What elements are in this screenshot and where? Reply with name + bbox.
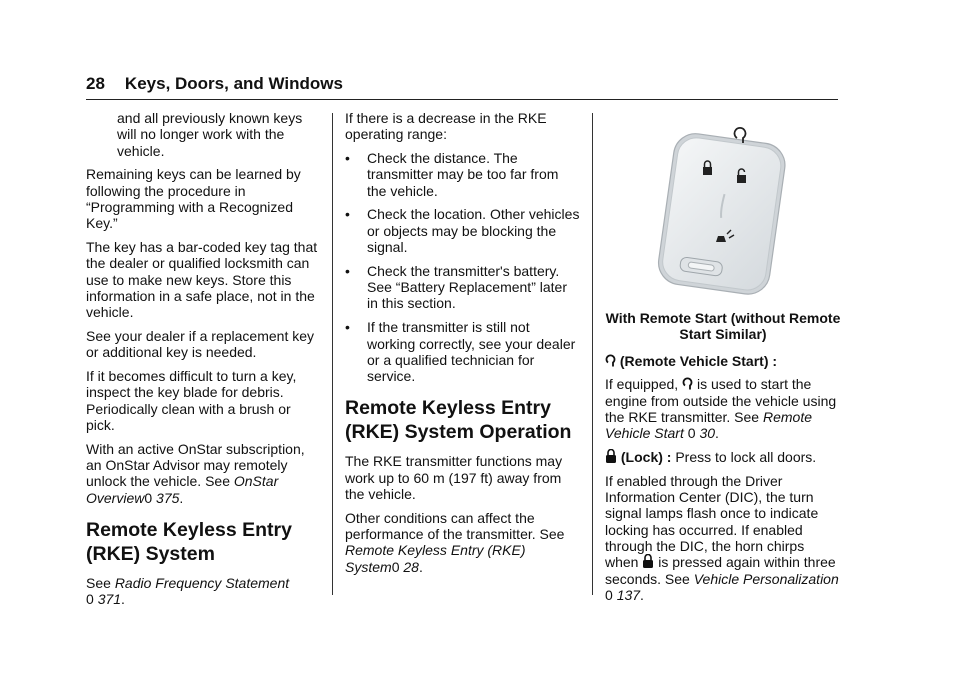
vehicle-personalization-page[interactable]: 137 [616, 586, 641, 603]
page-header [86, 74, 838, 94]
ref-arrow: 0 [687, 425, 696, 442]
onstar-overview-link[interactable]: OnStar Overview [86, 473, 279, 506]
paragraph-radio-frequency: See Radio Frequency Statement 0 371. [86, 575, 290, 608]
ref-arrow: 0 [605, 586, 613, 603]
paragraph-rke-range: The RKE transmitter functions may work up to 60 m (197 ft) away from the vehicle. [345, 453, 563, 503]
ref-arrow: 0 [391, 558, 400, 575]
section-title: Keys, Doors, and Windows [124, 74, 343, 93]
page-number: 28 [86, 74, 105, 93]
heading-rke-system: Remote Keyless Entry (RKE) System [86, 519, 292, 566]
lock-icon [605, 449, 617, 464]
paragraph-key-tag: The key has a bar-coded key tag that the dealer or qualified locksmith can use to make new keys. Store this information in a safe place, not in the vehicle. [86, 239, 318, 321]
paragraph-keys-continued: and all previously known keys will no longer work with the vehicle. [117, 110, 303, 159]
paragraph-lock: If enabled through the Driver Information Center (DIC), the turn signal lamps flash once to indicate locking has occurred. If enabled through the DIC, the horn chirps when is pressed again within three seconds. See Vehicle Personalization 0 137. [605, 472, 839, 603]
header-rule [86, 99, 838, 100]
paragraph-onstar: With an active OnStar subscription, an OnStar Advisor may remotely unlock the vehicle. See OnStar Overview0 375. [86, 440, 305, 506]
remote-start-icon [682, 376, 693, 391]
term-remote-start: (Remote Vehicle Start) : [605, 353, 841, 369]
column-1 [86, 110, 322, 615]
paragraph-other-conditions: Other conditions can affect the performance of the transmitter. See Remote Keyless Entry (RKE) System0 28. [345, 509, 565, 575]
bullet-item: • Check the distance. The transmitter may be too far from the vehicle. [345, 150, 559, 199]
rke-system-link[interactable]: Remote Keyless Entry (RKE) System [345, 542, 526, 575]
figure-caption: With Remote Start (without Remote Start Similar) [605, 310, 841, 343]
term-lock: (Lock) : Press to lock all doors. [605, 449, 841, 465]
key-fob-illustration [605, 110, 841, 300]
column-3 [605, 110, 841, 611]
paragraph-range-intro: If there is a decrease in the RKE operating range: [345, 110, 547, 143]
lock-icon [642, 554, 654, 569]
bullet-item: • Check the transmitter's battery. See “Battery Replacement” later in this section. [345, 262, 567, 312]
column-divider-1 [332, 113, 333, 595]
ref-arrow: 0 [144, 489, 153, 506]
column-divider-2 [592, 113, 593, 595]
paragraph-remote-start: If equipped, is used to start the engine from outside the vehicle using the RKE transmitter. See Remote Vehicle Start 0 30. [605, 376, 837, 442]
vehicle-personalization-link[interactable]: Vehicle Personalization [693, 570, 839, 587]
radio-frequency-page[interactable]: 371 [97, 591, 122, 608]
remote-vehicle-start-page[interactable]: 30 [699, 425, 716, 442]
remote-start-icon [605, 353, 616, 368]
paragraph-remaining-keys: Remaining keys can be learned by following the procedure in “Programming with a Recognized Key.” [86, 166, 301, 232]
rke-system-page[interactable]: 28 [403, 558, 419, 575]
onstar-overview-page[interactable]: 375 [156, 489, 180, 506]
ref-arrow: 0 [86, 591, 94, 608]
bullet-item: • Check the location. Other vehicles or objects may be blocking the signal. [345, 206, 580, 256]
bullet-item: • If the transmitter is still not working correctly, see your dealer or a qualified technician for service. [345, 319, 576, 385]
remote-vehicle-start-link[interactable]: Remote Vehicle Start [605, 408, 812, 442]
paragraph-key-debris: If it becomes difficult to turn a key, inspect the key blade for debris. Periodically clean with a brush or pick. [86, 368, 297, 434]
radio-frequency-link[interactable]: Radio Frequency Statement [114, 575, 290, 592]
column-2 [345, 110, 581, 583]
heading-rke-operation: Remote Keyless Entry (RKE) System Operation [345, 397, 572, 444]
paragraph-replacement-key: See your dealer if a replacement key or additional key is needed. [86, 328, 315, 361]
